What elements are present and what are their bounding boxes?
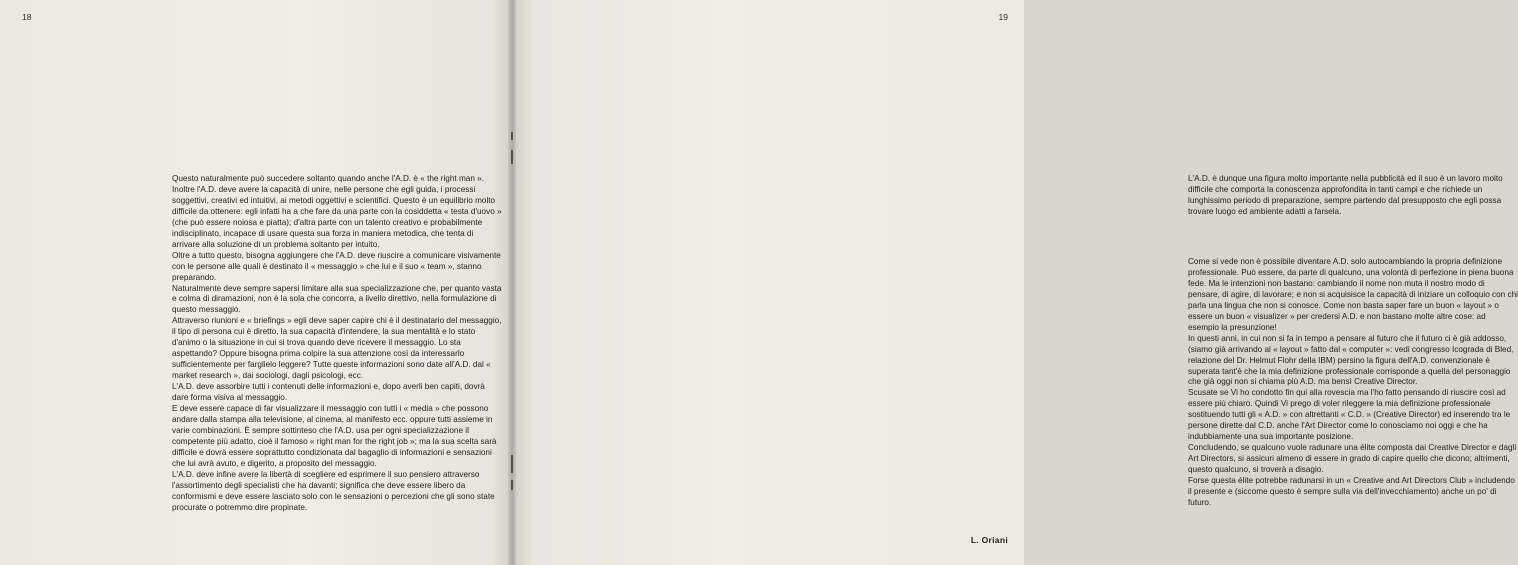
left-body-text bbox=[172, 174, 502, 514]
binding-stitch bbox=[511, 150, 513, 164]
paragraph: Questo naturalmente può succedere soltanto quando anche l'A.D. è « the right man ». Inoltre l'A.D. deve avere la capacità di unire, nelle persone che egli guida, i processi soggettivi, creativi ed intuitivi, ai metodi oggettivi e scientifici. Questo è un equilibrio molto difficile da ottenere: egli infatti ha a che fare da una parte con la cosiddetta « testa d'uovo » (che può essere noiosa e piatta); d'altra parte con un talento creativo e probabilmente indisciplinato, incapace di usare questa sua forza in maniera metodica, che tenta di arrivare alla soluzione di un problema soltanto per intuito. bbox=[172, 174, 502, 249]
paragraph: Attraverso riunioni e « briefings » egli deve saper capire chi è il destinatario del messaggio, il tipo di persona cui è diretto, la sua capacità d'intendere, la sua mentalità e lo stato d'animo o la situazione in cui si trova quando deve ricevere il messaggio. Lo sta aspettando? Oppure bisogna prima colpire la sua attenzione così da interessarlo sufficientemente per farglielo leggere? Tutte queste informazioni sono date all'A.D. dal « market research », dai sociologi, dagli psicologi, ecc. bbox=[172, 316, 502, 381]
binding-stitch bbox=[511, 455, 513, 473]
paragraph: Come si vede non è possibile diventare A.D. solo autocambiando la propria definizione professionale. Può essere, da parte di qualcuno, una volontà di perfezione in piena buona fede. Ma le intenzioni non bastano: cambiando il nome non muta il nostro modo di pensare, di agire, di lavorare; e non si acquisisce la capacità di iniziare un colloquio con chi parla una lingua che non si conosce. Come non basta saper fare un buon « layout » o essere un buon « visualizer » per credersi A.D. e non bastano molte altre cose: ad esempio la presunzione! bbox=[1188, 257, 1518, 332]
paragraph: L'A.D. è dunque una figura molto importante nella pubblicità ed il suo è un lavoro molto difficile che comporta la conoscenza approfondita in tanti campi e che richiede un lunghissimo periodo di preparazione, sempre partendo dal presupposto che egli possa trovare luogo ed ambiente adatti a farsela. bbox=[1188, 174, 1503, 216]
right-page bbox=[512, 0, 1518, 565]
paragraph: Naturalmente deve sempre sapersi limitare alla sua specializzazione che, per quanto vasta e colma di diramazioni, non è la sola che concorra, a livello direttivo, nella formulazione di questo messaggio. bbox=[172, 283, 502, 315]
author-signature: L. Oriani bbox=[970, 535, 1008, 545]
right-intro-text bbox=[1188, 174, 1518, 218]
left-page bbox=[0, 0, 512, 565]
page-number-left: 18 bbox=[22, 12, 32, 22]
paragraph: In questi anni, in cui non si fa in tempo a pensare al futuro che il futuro ci è già addosso, (siamo già arrivando al « layout » fatto dal « computer »: vedi congresso Icograda di Bled, relazione del Dr. Helmut Flohr della IBM) persino la figura dell'A.D. convenzionale è superata tant'è che la mia definizione professionale corrisponde a quella del personaggio che già oggi non si chiama più A.D. ma bensì Creative Director. bbox=[1188, 333, 1514, 387]
paragraph: Scusate se Vi ho condotto fin qui alla rovescia ma l'ho fatto pensando di riuscire così ad essere più chiaro. Quindi Vi prego di voler rileggere la mia definizione professionale sostituendo tutti gli « A.D. » con altrettanti « C.D. » (Creative Director) ed inserendo tra le persone dirette dal C.D. anche l'Art Director come lo conosciamo noi oggi e che ha indubbiamente una sua importante posizione. bbox=[1188, 388, 1511, 442]
page-number-right: 19 bbox=[998, 12, 1008, 22]
paragraph: L'A.D. deve assorbire tutti i contenuti delle informazioni e, dopo averli ben capiti, dovrà dare forma visiva al messaggio. bbox=[172, 382, 485, 403]
paragraph: Forse questa élite potrebbe radunarsi in un « Creative and Art Directors Club » includendo il presente e (siccome questo è sempre sulla via dell'invecchiamento) anche un po' di futuro. bbox=[1188, 476, 1515, 507]
paragraph: Oltre a tutto questo, bisogna aggiungere che l'A.D. deve riuscire a comunicare visivamente con le persone alle quali è destinato il « messaggio » che lui e il suo « team », stanno preparando. bbox=[172, 250, 501, 282]
paragraph: Concludendo, se qualcuno vuole radunare una élite composta dai Creative Director e dagli Art Directors, si assicuri almeno di essere in grado di capire quello che dicono; altrimenti, questo qualcuno, si troverà a disagio. bbox=[1188, 443, 1517, 475]
binding-stitch bbox=[511, 132, 513, 140]
paragraph: E deve essere capace di far visualizzare il messaggio con tutti i « media » che possono andare dalla stampa alla televisione, al cinema, al manifesto ecc. oppure tutti assieme in varie combinazioni. È sempre sottinteso che l'A.D. usa per ogni specializzazione il competente più adatto, cioè il famoso « right man for the right job »; ma la sua scelta sarà difficile e dovrà essere soprattutto condizionata dal bagaglio di informazioni e sensazioni che lui avrà avuto, e digerito, a proposito del messaggio. bbox=[172, 404, 497, 468]
paragraph: L'A.D. deve infine avere la libertà di scegliere ed esprimere il suo pensiero attraverso l'assortimento degli specialisti che ha davanti; significa che deve essere libero da conformismi e deve essere lasciato solo con le sensazioni o percezioni che gli sono state procurate o potremmo dire propinate. bbox=[172, 469, 495, 512]
right-body-text bbox=[1188, 257, 1518, 509]
binding-stitch bbox=[511, 480, 513, 490]
